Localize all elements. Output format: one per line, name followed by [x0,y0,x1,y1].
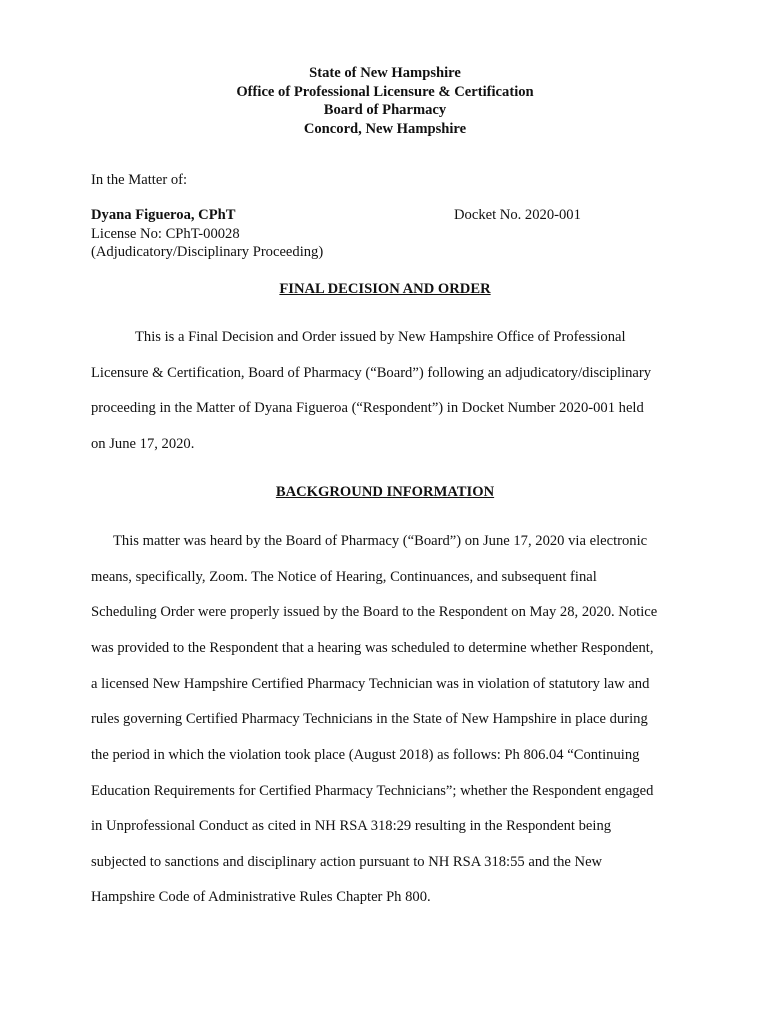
document-header [0,64,770,138]
background-line: Hampshire Code of Administrative Rules Chapter Ph 800. [91,889,431,905]
docket-number: Docket No. 2020-001 [454,207,581,223]
background-heading: BACKGROUND INFORMATION [275,484,495,500]
background-line: means, specifically, Zoom. The Notice of Hearing, Continuances, and subsequent final [91,569,597,585]
proceeding-type: (Adjudicatory/Disciplinary Proceeding) [91,244,324,260]
background-line: subjected to sanctions and disciplinary action pursuant to NH RSA 318:55 and the New [91,854,603,870]
background-line: rules governing Certified Pharmacy Technicians in the State of New Hampshire in place during [91,711,648,727]
party-block [91,206,323,262]
background-line: Education Requirements for Certified Pharmacy Technicians”; whether the Respondent engaged [91,783,654,799]
background-line: a licensed New Hampshire Certified Pharmacy Technician was in violation of statutory law and [91,676,650,692]
header-board: Board of Pharmacy [323,102,447,118]
background-line: the period in which the violation took place (August 2018) as follows: Ph 806.04 “Continuing [91,747,640,763]
final-decision-line: on June 17, 2020. [91,436,195,452]
respondent-name: Dyana Figueroa, CPhT [91,207,236,223]
final-decision-line: Licensure & Certification, Board of Pharmacy (“Board”) following an adjudicatory/disciplinary [91,365,652,381]
final-decision-line: This is a Final Decision and Order issued by New Hampshire Office of Professional [135,329,626,345]
background-line: was provided to the Respondent that a hearing was scheduled to determine whether Respondent, [91,640,654,656]
header-office: Office of Professional Licensure & Certification [236,83,534,100]
background-line: Scheduling Order were properly issued by the Board to the Respondent on May 28, 2020. Notice [91,604,658,620]
license-number: License No: CPhT-00028 [91,225,240,242]
final-decision-line: proceeding in the Matter of Dyana Figueroa (“Respondent”) in Docket Number 2020-001 held [91,400,644,416]
header-state: State of New Hampshire [309,65,461,81]
background-line: This matter was heard by the Board of Pharmacy (“Board”) on June 17, 2020 via electronic [113,533,648,549]
final-decision-heading: FINAL DECISION AND ORDER [279,281,491,297]
header-city: Concord, New Hampshire [303,120,467,137]
background-line: in Unprofessional Conduct as cited in NH RSA 318:29 resulting in the Respondent being [91,818,612,834]
matter-intro: In the Matter of: [91,172,188,188]
